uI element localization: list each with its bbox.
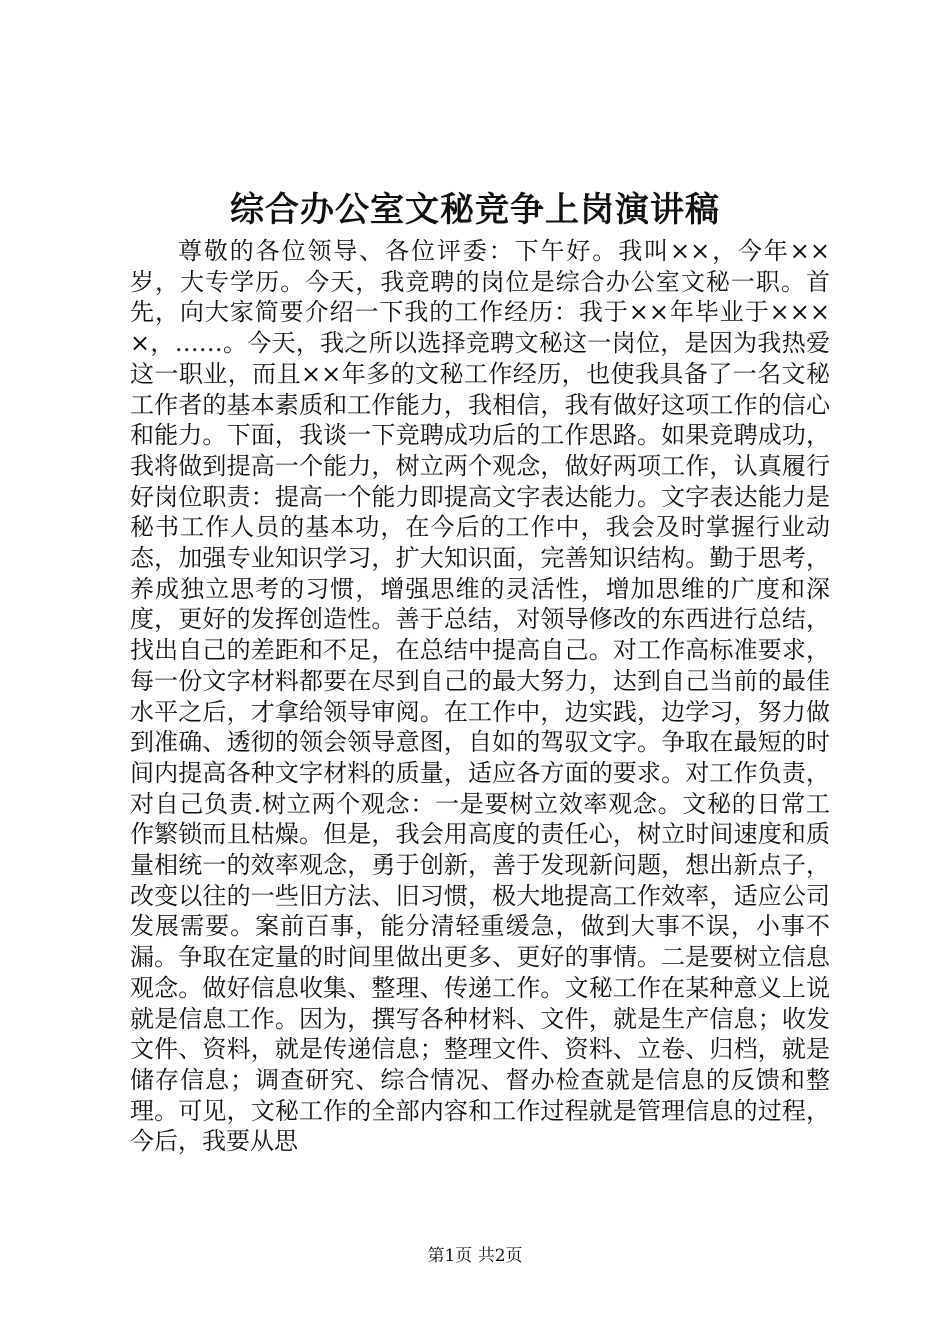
document-body-paragraph: 尊敬的各位领导、各位评委：下午好。我叫××，今年××岁，大专学历。今天，我竞聘的岗位是综合办公室文秘一职。首先，向大家简要介绍一下我的工作经历：我于××年毕业于××××，……。今天，我之所以选择竞聘文秘这一岗位，是因为我热爱这一职业，而且××年多的文秘工作经历，也使我具备了一名文秘工作者的基本素质和工作能力，我相信，我有做好这项工作的信心和能力。下面，我谈一下竞聘成功后的工作思路。如果竞聘成功，我将做到提高一个能力，树立两个观念，做好两项工作，认真履行好岗位职责：提高一个能力即提高文字表达能力。文字表达能力是秘书工作人员的基本功，在今后的工作中，我会及时掌握行业动态，加强专业知识学习，扩大知识面，完善知识结构。勤于思考，养成独立思考的习惯，增强思维的灵活性，增加思维的广度和深度，更好的发挥创造性。善于总结，对领导修改的东西进行总结，找出自己的差距和不足，在总结中提高自己。对工作高标准要求，每一份文字材料都要在尽到自己的最大努力，达到自己当前的最佳水平之后，才拿给领导审阅。在工作中，边实践，边学习，努力做到准确、透彻的领会领导意图，自如的驾驭文字。争取在最短的时间内提高各种文字材料的质量，适应各方面的要求。对工作负责，对自己负责.树立两个观念：一是要树立效率观念。文秘的日常工作繁锁而且枯燥。但是，我会用高度的责任心，树立时间速度和质量相统一的效率观念，勇于创新，善于发现新问题，想出新点子，改变以往的一些旧方法、旧习惯，极大地提高工作效率，适应公司发展需要。案前百事，能分清轻重缓急，做到大事不误，小事不漏。争取在定量的时间里做出更多、更好的事情。二是要树立信息观念。做好信息收集、整理、传递工作。文秘工作在某种意义上说就是信息工作。因为，撰写各种材料、文件，就是生产信息；收发文件、资料，就是传递信息；整理文件、资料、立卷、归档，就是储存信息；调查研究、综合情况、督办检查就是信息的反馈和整理。可见，文秘工作的全部内容和工作过程就是管理信息的过程，今后，我要从思 — [130, 237, 830, 1156]
document-title: 综合办公室文秘竞争上岗演讲稿 — [230, 190, 720, 230]
page-number-footer: 第1页 共2页 — [427, 1246, 523, 1266]
